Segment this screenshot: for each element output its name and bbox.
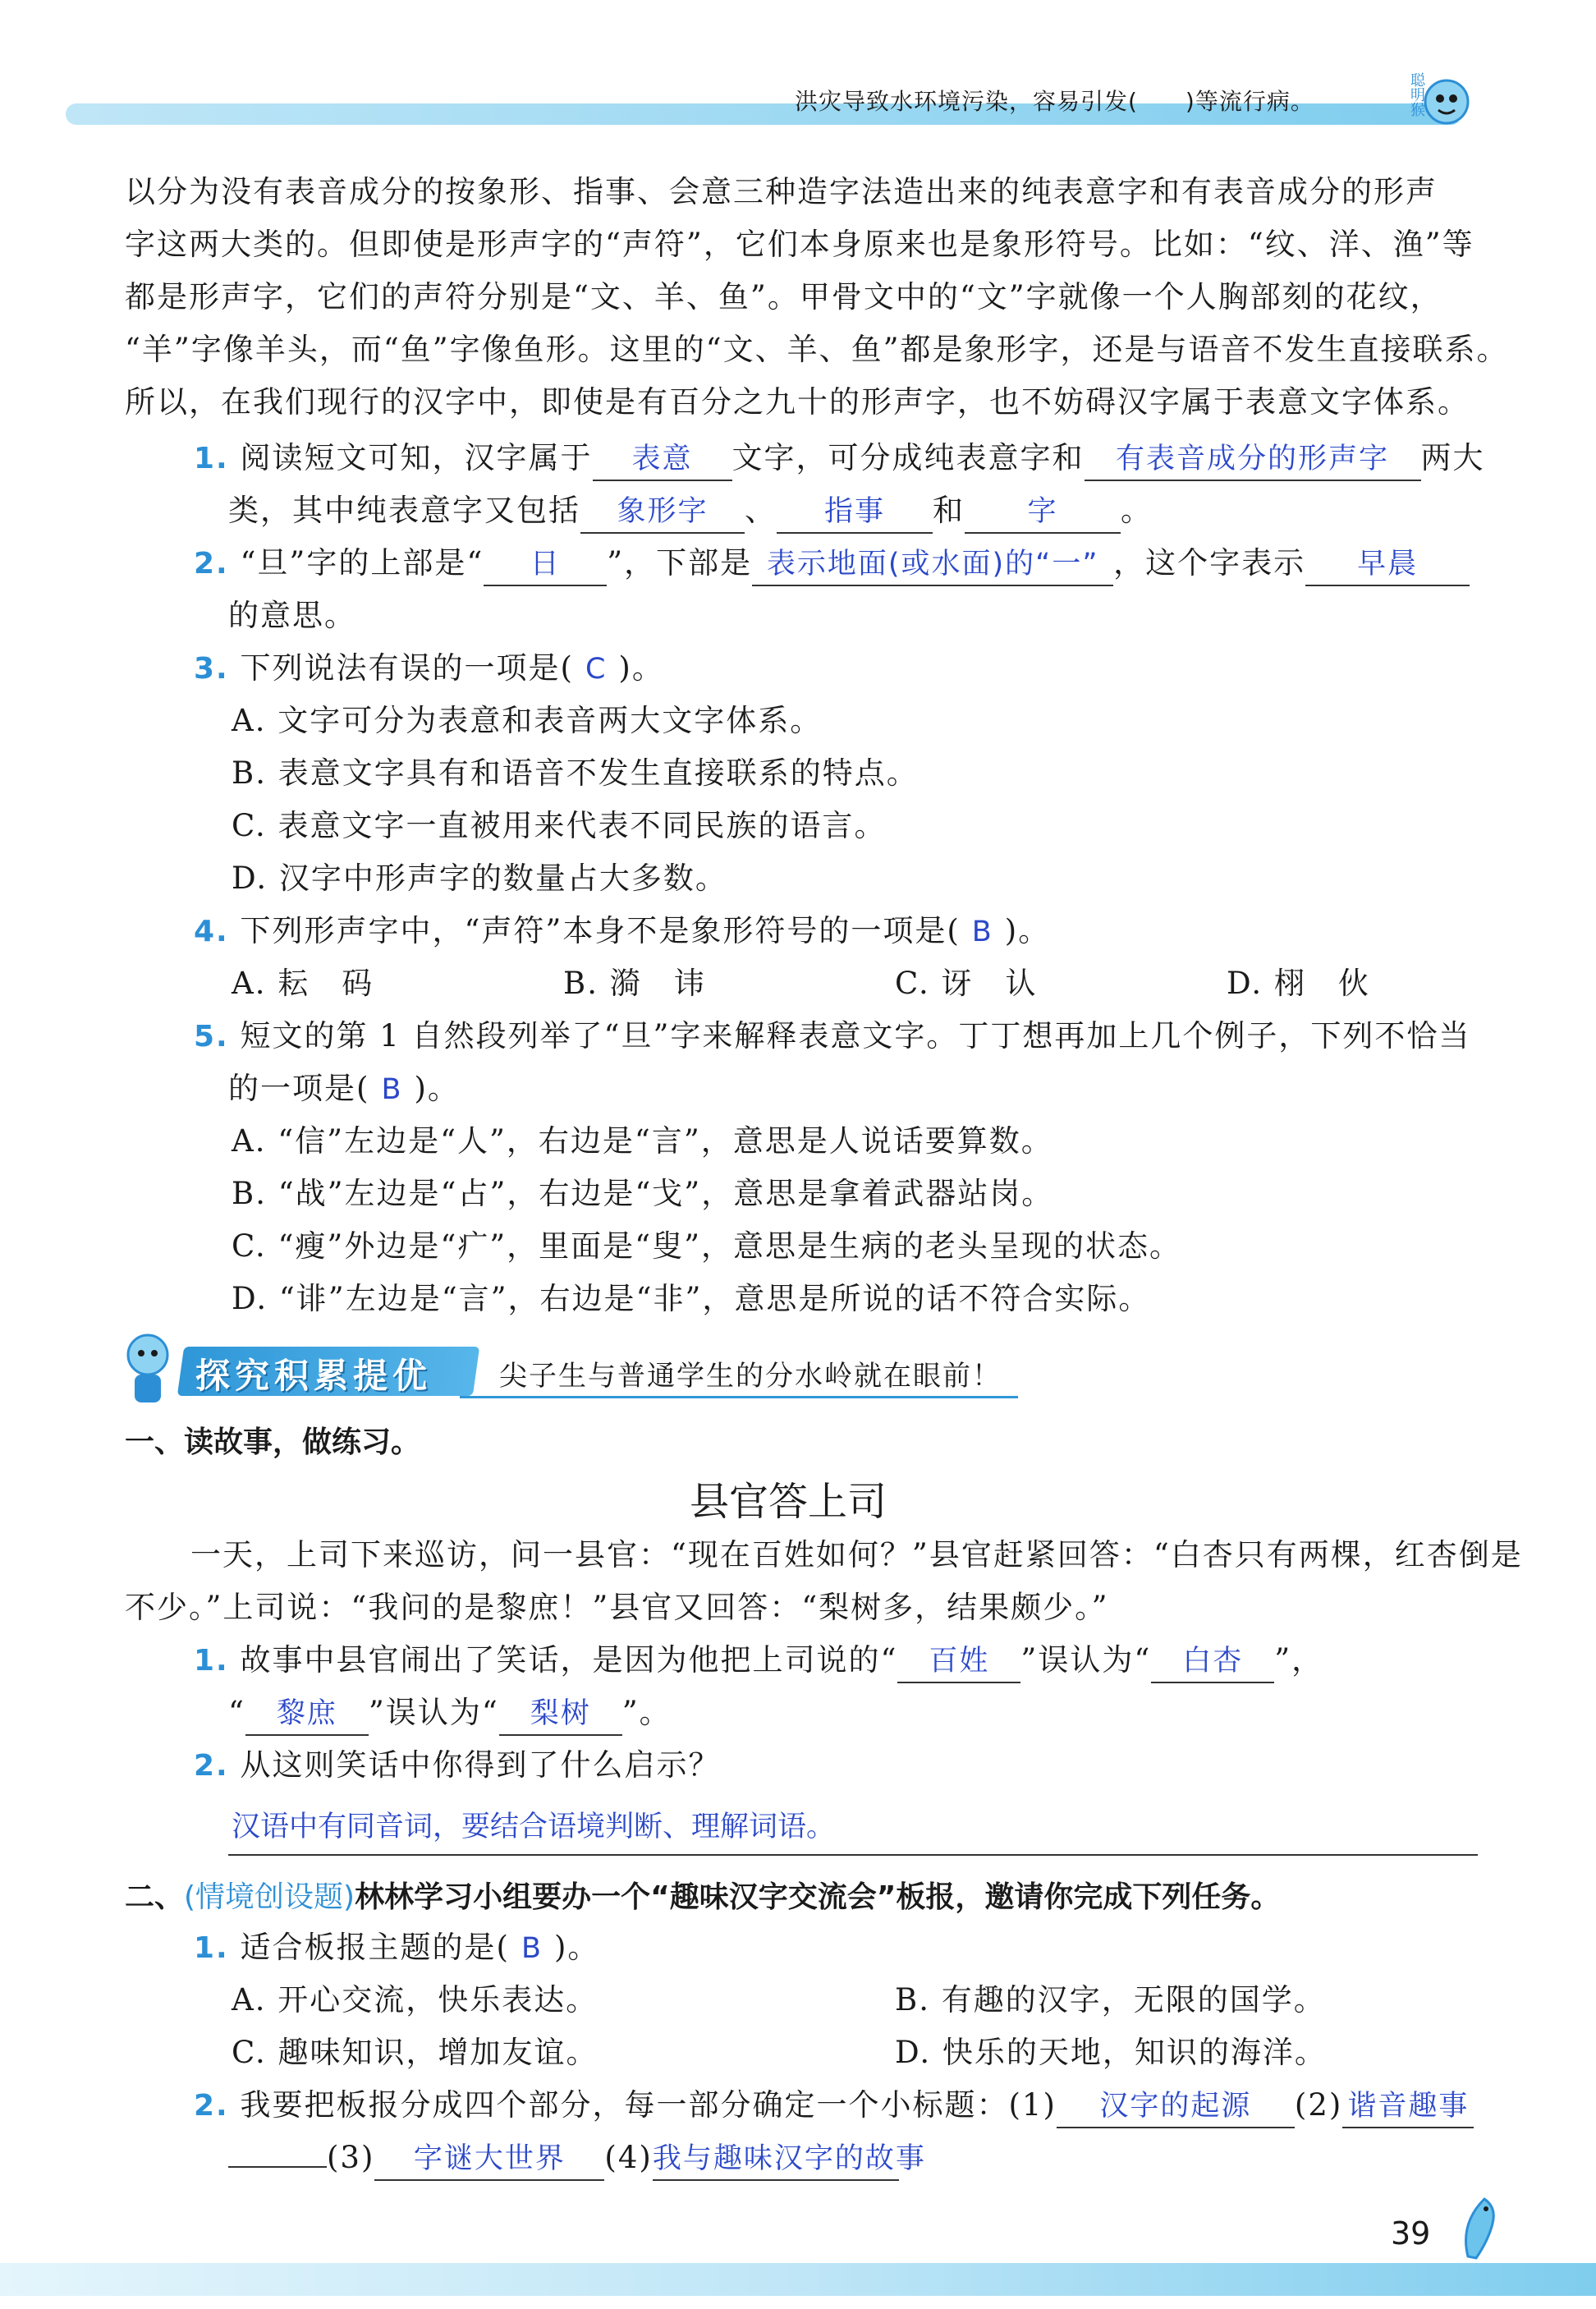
option: B. 漪 讳 <box>563 966 706 1001</box>
option: D. 汉字中形声字的数量占大多数。 <box>232 861 727 896</box>
option: A. 开心交流，快乐表达。 <box>232 1982 598 2018</box>
section-divider <box>460 1396 1018 1398</box>
answer-blank: 谐音趣事 <box>1342 2086 1474 2128</box>
option: D. 快乐的天地，知识的海洋。 <box>895 2035 1327 2070</box>
question-2: 2. “旦”字的上部是“ 日 ”，下部是 表示地面(或水面)的“一” ，这个字表示 早晨 <box>194 537 1470 590</box>
section-subtitle: 尖子生与普通学生的分水岭就在眼前！ <box>499 1360 1002 1393</box>
answer-blank: 字 <box>965 491 1121 534</box>
passage-line: 以分为没有表音成分的按象形、指事、会意三种造字法造出来的纯表意字和有表音成分的形声 <box>125 174 1438 209</box>
answer-blank: 有表音成分的形声字 <box>1085 438 1421 481</box>
passage-line: 字这两大类的。但即使是形声字的“声符”，它们本身原来也是象形符号。比如：“纹、洋、渔”等 <box>125 227 1474 262</box>
question-number: 1. <box>194 442 229 475</box>
option: D. 栩 伙 <box>1227 966 1370 1001</box>
passage-line: “羊”字像羊头，而“鱼”字像鱼形。这里的“文、羊、鱼”都是象形字，还是与语音不发生直接联系。 <box>125 332 1509 367</box>
question-4: 4. 下列形声字中，“声符”本身不是象形符号的一项是( B )。 <box>194 913 1051 948</box>
option: D. “诽”左边是“言”，右边是“非”，意思是所说的话不符合实际。 <box>232 1281 1151 1316</box>
answer-blank: 百姓 <box>897 1641 1020 1683</box>
page-number: 39 <box>1391 2215 1431 2252</box>
story-line: 一天，上司下来巡访，问一县官：“现在百姓如何？”县官赶紧回答：“白杏只有两棵，红杏倒是 <box>190 1537 1523 1572</box>
question-5-line2: 的一项是( B )。 <box>228 1071 460 1106</box>
answer-blank: 早晨 <box>1305 544 1470 586</box>
option: C. 讶 认 <box>895 966 1038 1001</box>
answer-blank: 表示地面(或水面)的“一” <box>752 544 1113 586</box>
part-2-question-2: 2. 我要把板报分成四个部分，每一部分确定一个小标题：(1) 汉字的起源 (2) 谐音趣事 <box>194 2079 1474 2132</box>
option: A. 文字可分为表意和表音两大文字体系。 <box>232 703 823 738</box>
answer-blank: 黎庶 <box>245 1693 369 1736</box>
answer-line <box>228 1854 1478 1856</box>
logo-text: 聪明猴 <box>1408 72 1425 117</box>
answer-blank: 表意 <box>593 438 732 481</box>
dolphin-icon <box>1452 2191 1509 2265</box>
question-number: 4. <box>194 915 229 948</box>
story-line: 不少。”上司说：“我问的是黎庶！”县官又回答：“梨树多，结果颇少。” <box>125 1590 1109 1625</box>
option: C. 趣味知识，增加友谊。 <box>232 2035 598 2070</box>
question-number: 1. <box>194 1644 229 1678</box>
header-text: 洪灾导致水环境污染，容易引发( )等流行病。 <box>795 88 1314 115</box>
option: B. 有趣的汉字，无限的国学。 <box>895 1982 1326 2018</box>
part-2-question-1: 1. 适合板报主题的是( B )。 <box>194 1930 600 1965</box>
story-question-1: 1. 故事中县官闹出了笑话，是因为他把上司说的“ 百姓 ”误认为“ 白杏 ”， <box>194 1634 1323 1687</box>
option: A. 耘 码 <box>232 966 374 1001</box>
question-1: 1. 阅读短文可知，汉字属于 表意 文字，可分成纯表意字和 有表音成分的形声字 两大 <box>194 432 1485 485</box>
answer-blank: 字谜大世界 <box>374 2138 604 2181</box>
question-1-line2: 类，其中纯表意字又包括 象形字 、 指事 和 字 。 <box>228 484 1153 537</box>
answer-blank: 日 <box>484 544 607 586</box>
part-2-heading: 二、(情境创设题)林林学习小组要办一个“趣味汉字交流会”板报，邀请你完成下列任务。 <box>125 1880 1281 1914</box>
question-number: 1. <box>194 1931 229 1965</box>
answer-blank: 汉字的起源 <box>1057 2086 1295 2128</box>
answer-blank: 我与趣味汉字的故事 <box>653 2138 899 2181</box>
option: C. 表意文字一直被用来代表不同民族的语言。 <box>232 808 887 843</box>
section-mascot-icon <box>115 1329 181 1411</box>
answer-blank: 指事 <box>777 491 933 534</box>
question-number: 5. <box>194 1020 229 1054</box>
part-2-question-2-line2: (3) 字谜大世界 (4)我与趣味汉字的故事 <box>228 2132 899 2184</box>
answer-text: 汉语中有同音词，要结合语境判断、理解词语。 <box>232 1811 836 1843</box>
choice-answer: B <box>381 1073 403 1106</box>
question-3: 3. 下列说法有误的一项是( C )。 <box>194 650 664 686</box>
choice-answer: B <box>521 1932 543 1965</box>
answer-blank: 梨树 <box>499 1693 622 1736</box>
option: B. 表意文字具有和语音不发生直接联系的特点。 <box>232 755 919 791</box>
footer-bar <box>0 2263 1596 2296</box>
story-question-2: 2. 从这则笑话中你得到了什么启示？ <box>194 1747 721 1783</box>
question-2-line2: 的意思。 <box>228 598 356 633</box>
question-tag: (情境创设题) <box>184 1880 355 1914</box>
choice-answer: C <box>585 653 608 686</box>
passage-line: 都是形声字，它们的声符分别是“文、羊、鱼”。甲骨文中的“文”字就像一个人胸部刻的花纹， <box>125 279 1442 314</box>
option: B. “战”左边是“占”，右边是“戈”，意思是拿着武器站岗。 <box>232 1176 1054 1211</box>
story-title: 县官答上司 <box>690 1479 887 1525</box>
option: C. “瘦”外边是“疒”，里面是“叟”，意思是生病的老头呈现的状态。 <box>232 1228 1182 1264</box>
question-number: 2. <box>194 2089 229 2123</box>
question-number: 3. <box>194 652 229 686</box>
choice-answer: B <box>971 916 993 948</box>
answer-blank-continuation <box>228 2166 327 2168</box>
question-number: 2. <box>194 1749 229 1783</box>
part-1-heading: 一、读故事，做练习。 <box>125 1425 421 1459</box>
question-5: 5. 短文的第 1 自然段列举了“旦”字来解释表意文字。丁丁想再加上几个例子，下列不恰当 <box>194 1018 1471 1054</box>
option: A. “信”左边是“人”，右边是“言”，意思是人说话要算数。 <box>232 1123 1053 1159</box>
question-number: 2. <box>194 547 229 581</box>
section-banner-title: 探究积累提优 <box>195 1356 433 1396</box>
story-question-1-line2: “ 黎庶 ”误认为“ 梨树 ”。 <box>228 1687 672 1739</box>
answer-blank: 白杏 <box>1151 1641 1274 1683</box>
passage-line: 所以，在我们现行的汉字中，即使是有百分之九十的形声字，也不妨碍汉字属于表意文字体系。 <box>125 384 1470 420</box>
answer-blank: 象形字 <box>580 491 745 534</box>
